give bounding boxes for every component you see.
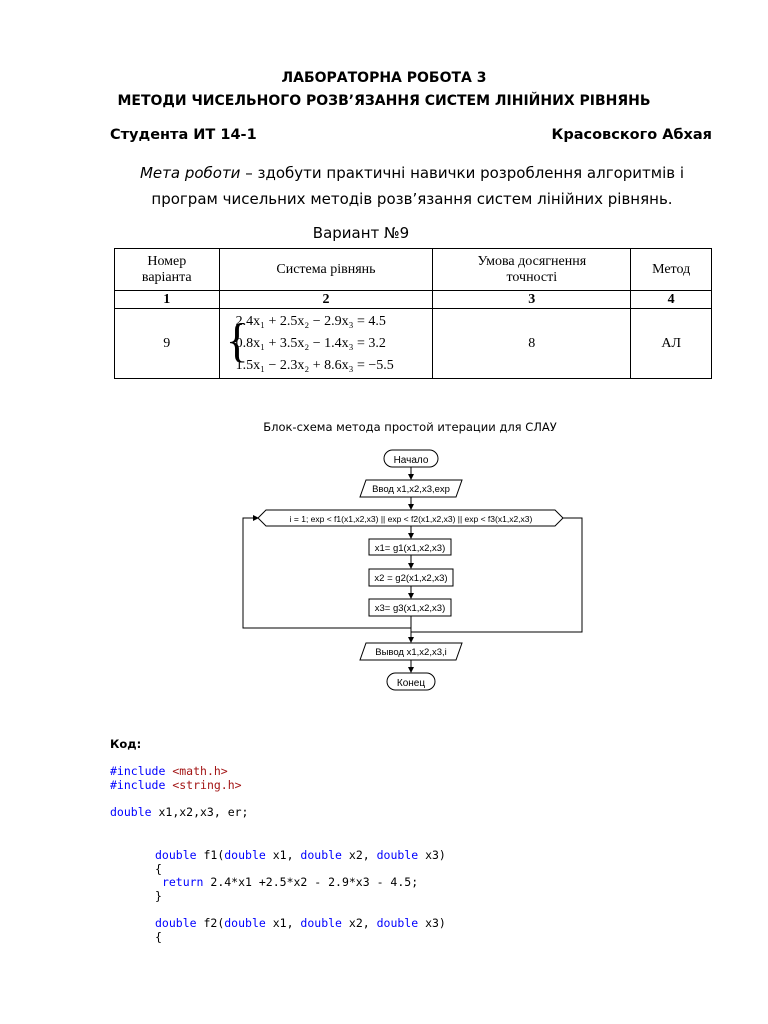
method-cell: АЛ [631,309,712,379]
code-text: x2, [341,848,377,862]
code-keyword: double [300,848,342,862]
code-line: } [155,888,162,903]
svg-text:x1= g1(x1,x2,x3): x1= g1(x1,x2,x3) [374,543,446,554]
code-block [110,765,248,819]
document-title: ЛАБОРАТОРНА РОБОТА 3 [281,70,487,86]
code-label: Код: [110,737,142,751]
svg-text:Ввод x1,x2,x3,exp: Ввод x1,x2,x3,exp [372,484,450,495]
goal-paragraph [110,160,714,212]
svg-text:x3= g3(x1,x2,x3): x3= g3(x1,x2,x3) [374,603,446,614]
header-text: Умова досягнення [477,253,587,269]
number-cell: 1 [115,291,220,309]
code-text: x1,x2,x3, er; [151,804,249,819]
flowchart-start [384,450,438,467]
svg-text:i = 1; exp < f1(x1,x2,x3) || e: i = 1; exp < f1(x1,x2,x3) || exp < f2(x1,x2,x3) || exp < f3(x1,x2,x3) [289,514,533,524]
flowchart-input [360,480,462,497]
header-cell-method [631,249,712,291]
equation-3: 1.5x₁ − 2.3x₂ + 8.6x₃ = −5.5 [235,357,394,373]
code-block-functions [155,849,446,944]
svg-text:x2 = g2(x1,x2,x3): x2 = g2(x1,x2,x3) [374,573,448,584]
code-line [110,806,248,820]
goal-text-line2: програм чисельних методів розв’язання систем лінійних рівнянь. [151,190,673,208]
code-text: x3) [418,915,446,930]
header-text: Метод [652,261,691,277]
code-line: { [155,929,162,944]
code-keyword: double [376,848,419,862]
student-group: Студента ИТ 14-1 [110,127,257,143]
student-name: Красовского Абхая [551,127,712,143]
code-text: x1, [265,915,301,930]
flowchart-step-1 [369,539,451,555]
code-text: x2, [341,915,377,930]
header-text: точності [506,269,558,285]
equation-1: 2.4x₁ + 2.5x₂ − 2.9x₃ = 4.5 [235,313,386,329]
goal-text-line1: здобути практичні навички розроблення алгоритмів і [257,164,685,182]
code-keyword: double [155,848,197,862]
code-text: x3) [418,848,446,862]
code-text: f1( [196,848,225,862]
goal-label: Мета роботи [139,164,241,182]
code-line [155,876,446,890]
flowchart-output [360,643,462,660]
flowchart-loop [258,510,563,526]
code-keyword: double [224,915,266,930]
header-text: Система рівнянь [276,261,376,277]
table-row [115,309,712,379]
document-subtitle: МЕТОДИ ЧИСЕЛЬНОГО РОЗВ’ЯЗАННЯ СИСТЕМ ЛІНІЙНИХ РІВНЯНЬ [117,93,651,109]
variant-number-cell: 9 [115,309,220,379]
header-text: Номер [147,253,187,269]
code-keyword: return [161,875,204,890]
svg-text:Вывод x1,x2,x3,i: Вывод x1,x2,x3,i [375,647,447,658]
code-keyword: double [376,915,419,930]
flowchart-step-2 [369,569,453,586]
code-string: <string.h> [172,777,242,792]
code-line [155,849,446,863]
code-keyword: double [155,915,197,930]
header-text: варіанта [141,269,192,285]
code-line [110,765,248,779]
number-cell: 4 [631,291,712,309]
code-keyword: #include [110,777,166,792]
code-line [110,779,248,793]
code-text: x1, [265,848,301,862]
code-text: 2.4*x1 +2.5*x2 - 2.9*x3 - 4.5; [203,875,419,890]
header-cell-system [219,249,433,291]
code-line [155,917,446,931]
header-cell-precision [433,249,631,291]
equations-cell [219,309,433,379]
flowchart-step-3 [369,599,451,616]
table-number-row [115,291,712,309]
code-keyword: double [110,804,152,819]
number-cell: 2 [219,291,433,309]
equation-2: 0.8x₁ + 3.5x₂ − 1.4x₃ = 3.2 [235,335,386,351]
svg-text:Конец: Конец [396,678,426,689]
code-string: <math.h> [172,764,228,778]
number-cell: 3 [433,291,631,309]
brace-symbol: { [225,313,249,367]
flowchart-caption: Блок-схема метода простой итерации для СЛАУ [263,420,557,434]
goal-dash: – [240,164,258,182]
code-text: f2( [196,915,225,930]
code-keyword: double [300,915,342,930]
code-keyword: #include [110,764,166,778]
precision-cell: 8 [433,309,631,379]
svg-text:Начало: Начало [393,455,429,466]
table-header-row [115,249,712,291]
header-cell-variant [115,249,220,291]
variant-table [114,248,712,379]
flowchart [0,440,768,700]
code-line: { [155,861,162,876]
code-keyword: double [224,848,266,862]
flowchart-end [387,673,435,690]
variant-title: Вариант №9 [312,224,410,242]
